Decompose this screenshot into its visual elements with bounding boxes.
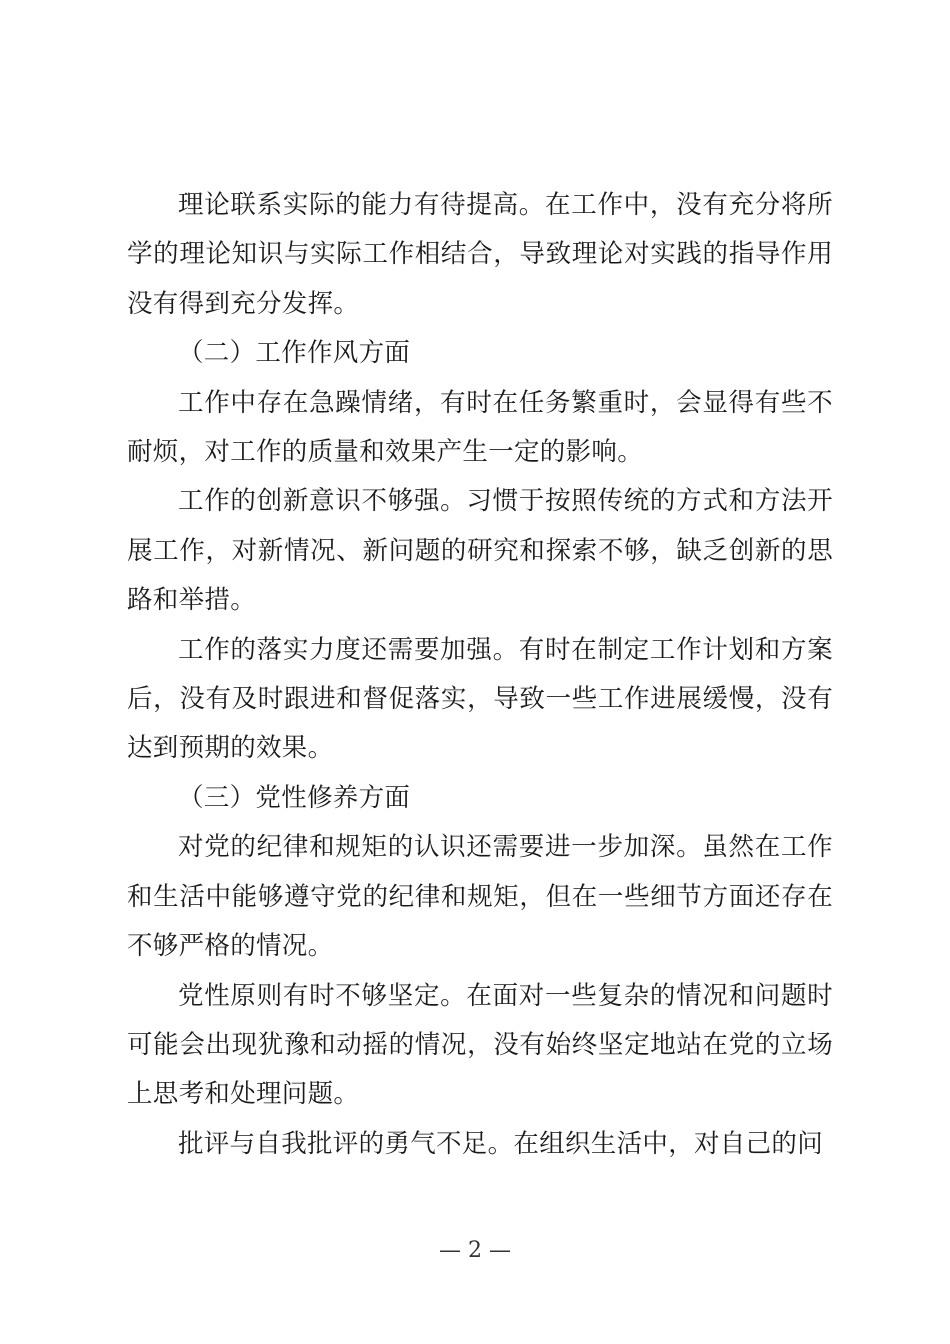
page-number: — 2 —	[439, 1238, 511, 1263]
section-heading-work-style: （二）工作作风方面	[178, 338, 411, 369]
paragraph-party-principle: 党性原则有时不够坚定。在面对一些复杂的情况和问题时可能会出现犹豫和动摇的情况，没有始终坚定地站在党的立场上思考和处理问题。	[127, 980, 833, 1110]
paragraph-theory-practice: 理论联系实际的能力有待提高。在工作中，没有充分将所学的理论知识与实际工作相结合，导致理论对实践的指导作用没有得到充分发挥。	[127, 190, 833, 319]
paragraph-impatience: 工作中存在急躁情绪，有时在任务繁重时，会显得有些不耐烦，对工作的质量和效果产生一定的影响。	[127, 387, 833, 468]
document-body	[127, 181, 833, 1169]
section-heading-party-cultivation: （三）党性修养方面	[178, 782, 411, 813]
paragraph-criticism: 批评与自我批评的勇气不足。在组织生活中，对自己的问	[178, 1128, 824, 1159]
paragraph-innovation: 工作的创新意识不够强。习惯于按照传统的方式和方法开展工作，对新情况、新问题的研究和探索不够，缺乏创新的思路和举措。	[127, 486, 833, 616]
paragraph-implementation: 工作的落实力度还需要加强。有时在制定工作计划和方案后，没有及时跟进和督促落实，导致一些工作进展缓慢，没有达到预期的效果。	[127, 634, 833, 764]
paragraph-discipline: 对党的纪律和规矩的认识还需要进一步加深。虽然在工作和生活中能够遵守党的纪律和规矩，但在一些细节方面还存在不够严格的情况。	[127, 832, 833, 962]
